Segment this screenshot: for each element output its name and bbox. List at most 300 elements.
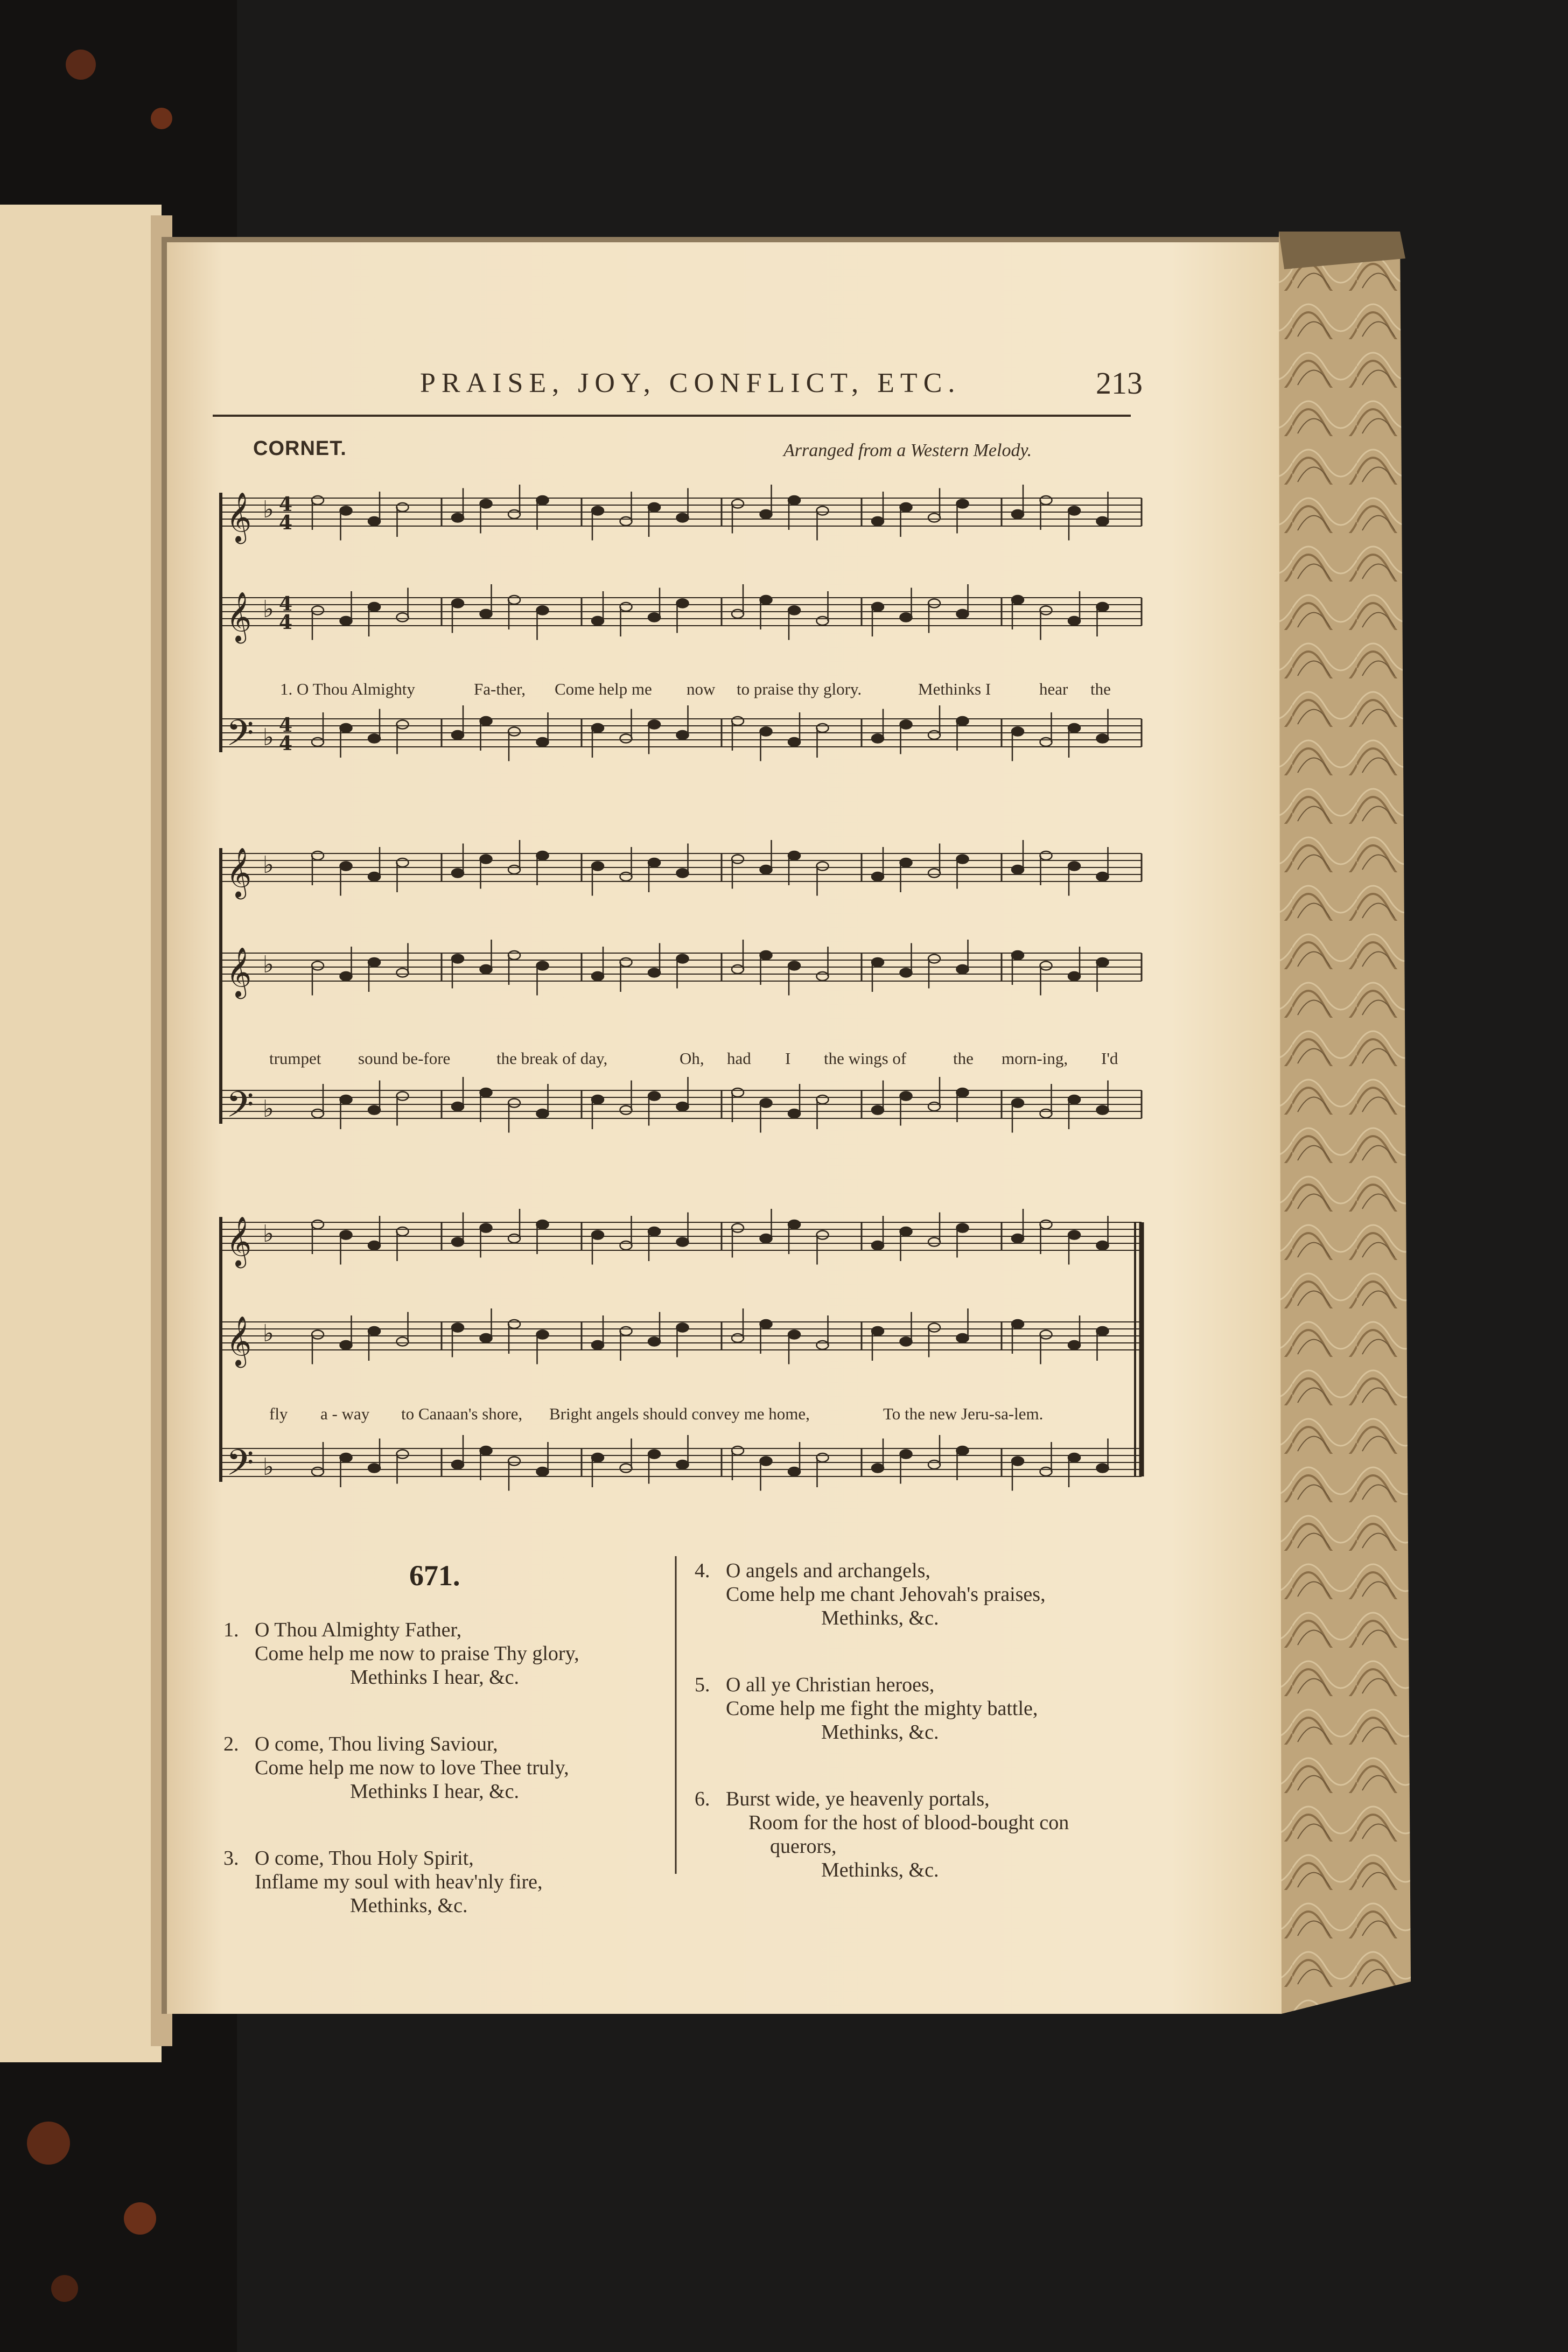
note-head [1040,738,1052,746]
note-head [592,862,604,871]
note-head [677,599,689,608]
note-head [452,599,464,608]
note-head [928,731,940,739]
note-head [1068,862,1080,871]
note-head [817,507,829,515]
note-head [648,1092,660,1101]
note-head [1040,1467,1052,1476]
arranger-credit: Arranged from a Western Melody. [783,440,1032,460]
note-head [732,855,744,864]
note-head [312,738,324,746]
lyric: fly [269,1404,288,1423]
note-head [537,851,549,860]
note-head [368,1106,380,1115]
note-head [788,962,800,970]
verse [223,1618,579,1689]
note-head [312,1220,324,1229]
verse-line: Methinks, &c. [821,1859,939,1881]
note-head [760,951,772,960]
lyric: the break of day, [496,1049,608,1068]
note-head [1012,865,1024,874]
note-head [817,1341,829,1349]
lyric: the [953,1049,974,1068]
verse-line: Come help me chant Jehovah's praises, [726,1583,1046,1606]
note-head [312,962,324,970]
note-head [620,603,632,611]
note-head [340,1095,352,1104]
lyric: I [785,1049,791,1068]
note-head [732,717,744,725]
bass-clef: 𝄢 [226,1442,254,1492]
lyric: the wings of [824,1049,907,1068]
verse [223,1732,579,1803]
verse-line: O angels and archangels, [726,1559,930,1582]
note-head [677,1238,689,1247]
note-head [900,969,912,977]
note-head [397,503,409,512]
lyric: Fa-ther, [474,680,526,698]
lyric: To the new Jeru-sa-lem. [883,1404,1044,1423]
note-head [872,517,884,526]
verse-line: Come help me fight the mighty battle, [726,1697,1038,1720]
note-head [760,1234,772,1243]
page-number: 213 [1096,366,1143,401]
key-signature-flat: ♭ [263,951,274,978]
note-head [900,720,912,729]
part-label: CORNET. [253,437,347,460]
note-head [928,599,940,608]
note-head [872,1464,884,1473]
lyric: Oh, [680,1049,704,1068]
note-head [648,858,660,867]
time-signature: 4 [279,714,293,737]
note-head [817,972,829,981]
verse-line: O come, Thou Holy Spirit, [255,1847,474,1870]
note-head [368,1241,380,1250]
verse-line: O come, Thou living Saviour, [255,1733,498,1755]
note-head [677,1324,689,1332]
verse-line: Come help me now to love Thee truly, [255,1756,569,1779]
note-head [312,1109,324,1118]
note-head [508,596,520,604]
treble-clef: 𝄞 [226,1216,252,1266]
note-head [957,1334,969,1342]
note-head [1068,617,1080,625]
note-head [508,865,520,874]
note-head [900,1227,912,1236]
note-head [732,1224,744,1233]
note-head [620,958,632,967]
verse-number: 5. [695,1674,710,1696]
note-head [872,872,884,881]
note-head [537,962,549,970]
note-head [788,496,800,505]
note-head [677,514,689,522]
note-head [1040,606,1052,615]
note-head [957,855,969,864]
note-head [760,1320,772,1328]
note-head [368,958,380,967]
note-head [788,851,800,860]
note-head [788,738,800,746]
lyric: the [1090,680,1111,698]
verse [223,1846,579,1917]
lyric: Come help me [555,680,652,698]
note-head [592,617,604,625]
note-head [732,610,744,618]
note-head [397,1450,409,1459]
treble-clef: 𝄞 [226,847,252,897]
note-head [368,603,380,611]
key-signature-flat: ♭ [263,1220,274,1248]
note-head [1012,727,1024,736]
note-head [592,1453,604,1462]
note-head [900,503,912,512]
note-head [397,1092,409,1101]
note-head [1012,596,1024,604]
note-head [452,1460,464,1469]
treble-clef: 𝄞 [226,492,252,542]
note-head [900,858,912,867]
key-signature-flat: ♭ [263,1320,274,1347]
time-signature: 4 [279,611,293,634]
note-head [397,858,409,867]
bass-clef: 𝄢 [226,1084,254,1134]
verse-line: querors, [770,1835,837,1858]
verse-line: Come help me now to praise Thy glory, [255,1642,579,1665]
note-head [1097,1327,1109,1335]
note-head [928,1102,940,1111]
key-signature-flat: ♭ [263,851,274,879]
note-head [537,1109,549,1118]
note-head [620,1241,632,1250]
note-head [480,1224,492,1233]
note-head [340,507,352,515]
note-head [872,1241,884,1250]
note-head [452,1238,464,1247]
note-head [957,717,969,725]
note-head [957,1088,969,1097]
note-head [732,1088,744,1097]
lyric: now [687,680,716,698]
verse [695,1559,1069,1630]
note-head [1068,507,1080,515]
note-head [957,610,969,618]
treble-clef: 𝄞 [226,1315,252,1366]
note-head [1040,962,1052,970]
note-head [1097,1464,1109,1473]
note-head [397,1227,409,1236]
note-head [592,1341,604,1349]
note-head [788,1220,800,1229]
note-head [508,1234,520,1243]
note-head [397,969,409,977]
note-head [452,1324,464,1332]
note-head [1012,1457,1024,1466]
time-signature: 4 [279,493,293,516]
note-head [620,734,632,743]
note-head [900,1338,912,1346]
note-head [508,727,520,736]
note-head [480,500,492,508]
note-head [508,1457,520,1466]
note-head [1040,1220,1052,1229]
note-head [817,724,829,732]
note-head [732,1446,744,1455]
note-head [1097,1241,1109,1250]
note-head [397,1338,409,1346]
note-head [1040,851,1052,860]
note-head [1097,1106,1109,1115]
note-head [648,1338,660,1346]
note-head [872,1327,884,1335]
note-head [368,1327,380,1335]
note-head [340,1341,352,1349]
verse-line: Inflame my soul with heav'nly fire, [255,1871,543,1893]
note-head [1012,951,1024,960]
note-head [957,500,969,508]
verse-line: Methinks, &c. [821,1721,939,1744]
note-head [760,1099,772,1108]
note-head [1068,1095,1080,1104]
note-head [788,1109,800,1118]
note-head [1040,1109,1052,1118]
note-head [760,596,772,604]
note-head [928,1324,940,1332]
note-head [1012,1099,1024,1108]
key-signature-flat: ♭ [263,724,274,751]
note-head [1012,1234,1024,1243]
note-head [480,610,492,618]
note-head [1012,1320,1024,1328]
note-head [368,872,380,881]
note-head [1097,958,1109,967]
note-head [452,869,464,878]
note-head [508,510,520,519]
note-head [592,972,604,981]
note-head [1068,972,1080,981]
note-head [452,514,464,522]
note-head [312,496,324,505]
note-head [817,617,829,625]
note-head [760,1457,772,1466]
verse-line: Methinks I hear, &c. [350,1780,520,1803]
note-head [620,517,632,526]
lyric: Bright angels should convey me home, [549,1404,810,1423]
hymn-number: 671. [409,1559,460,1592]
note-head [788,606,800,615]
note-head [817,1095,829,1104]
lyric: to praise thy glory. [737,680,862,698]
note-head [928,869,940,878]
note-head [340,617,352,625]
note-head [312,851,324,860]
time-signature: 4 [279,732,293,755]
note-head [817,1453,829,1462]
note-head [732,500,744,508]
note-head [1097,603,1109,611]
note-head [648,613,660,622]
key-signature-flat: ♭ [263,596,274,623]
note-head [397,613,409,622]
note-head [537,1467,549,1476]
note-head [788,1331,800,1339]
note-head [312,1467,324,1476]
note-head [537,606,549,615]
note-head [648,503,660,512]
verse-line: O Thou Almighty Father, [255,1619,462,1641]
verse-number: 3. [223,1847,239,1870]
note-head [900,1450,912,1459]
note-head [648,1227,660,1236]
note-head [480,1088,492,1097]
note-head [537,1220,549,1229]
key-signature-flat: ♭ [263,1095,274,1123]
lyric: Methinks I [918,680,991,698]
note-head [480,965,492,974]
note-head [648,1450,660,1459]
lyric: sound be-fore [358,1049,451,1068]
note-head [1068,1341,1080,1349]
note-head [648,969,660,977]
note-head [1068,724,1080,732]
note-head [368,1464,380,1473]
lyric: 1. O Thou Almighty [280,680,415,698]
verse-line: O all ye Christian heroes, [726,1674,935,1696]
note-head [452,731,464,739]
note-head [592,507,604,515]
note-head [480,717,492,725]
note-head [760,865,772,874]
verse [695,1673,1069,1744]
time-signature: 4 [279,512,293,534]
note-head [480,1334,492,1342]
note-head [452,1102,464,1111]
note-head [1040,496,1052,505]
time-signature: 4 [279,593,293,615]
note-head [397,720,409,729]
note-head [760,510,772,519]
verses-right-column [695,1559,1069,1925]
lyric: I'd [1101,1049,1118,1068]
note-head [368,734,380,743]
note-head [957,1446,969,1455]
note-head [312,606,324,615]
note-head [872,734,884,743]
note-head [817,862,829,871]
lyric: to Canaan's shore, [401,1404,523,1423]
note-head [312,1331,324,1339]
key-signature-flat: ♭ [263,1453,274,1481]
note-head [677,1102,689,1111]
note-head [928,1460,940,1469]
lyric: hear [1039,680,1068,698]
note-head [928,1238,940,1247]
note-head [900,1092,912,1101]
verses-left-column [223,1618,579,1961]
key-signature-flat: ♭ [263,496,274,523]
verse-number: 4. [695,1559,710,1582]
note-head [340,862,352,871]
note-head [592,1095,604,1104]
note-head [817,1231,829,1240]
note-head [368,517,380,526]
note-head [677,1460,689,1469]
note-head [1012,510,1024,519]
note-head [677,955,689,963]
note-head [1097,517,1109,526]
note-head [452,955,464,963]
note-head [340,972,352,981]
note-head [1097,734,1109,743]
note-head [957,965,969,974]
bass-clef: 𝄢 [226,712,254,762]
note-head [592,724,604,732]
note-head [620,1464,632,1473]
note-head [900,613,912,622]
note-head [872,958,884,967]
note-head [537,738,549,746]
verse-line: Methinks I hear, &c. [350,1666,520,1689]
note-head [928,955,940,963]
note-head [537,1331,549,1339]
lyric: had [727,1049,751,1068]
note-head [957,1224,969,1233]
note-head [732,965,744,974]
note-head [620,1106,632,1115]
lyric: a - way [320,1404,370,1423]
note-head [760,727,772,736]
lyric: trumpet [269,1049,321,1068]
verse-line: Burst wide, ye heavenly portals, [726,1788,990,1810]
note-head [788,1467,800,1476]
note-head [508,951,520,960]
verse-line: Methinks, &c. [821,1607,939,1629]
note-head [872,1106,884,1115]
note-head [872,603,884,611]
note-head [480,855,492,864]
note-head [592,1231,604,1240]
note-head [1040,1331,1052,1339]
note-head [928,514,940,522]
note-head [620,1327,632,1335]
note-head [1097,872,1109,881]
treble-clef: 𝄞 [226,591,252,641]
note-head [677,731,689,739]
note-head [340,1231,352,1240]
lyric: morn-ing, [1002,1049,1068,1068]
note-head [677,869,689,878]
note-head [340,724,352,732]
note-head [1068,1453,1080,1462]
running-head: PRAISE, JOY, CONFLICT, ETC. [420,368,961,398]
verse-number: 1. [223,1619,239,1641]
verse-number: 6. [695,1788,710,1810]
note-head [340,1453,352,1462]
note-head [508,1099,520,1108]
note-head [480,1446,492,1455]
note-head [508,1320,520,1328]
note-head [732,1334,744,1342]
note-head [620,872,632,881]
treble-clef: 𝄞 [226,947,252,997]
note-head [1068,1231,1080,1240]
verse-number: 2. [223,1733,239,1755]
verse-line: Room for the host of blood-bought con [748,1811,1069,1834]
note-head [537,496,549,505]
note-head [648,720,660,729]
verse-line: Methinks, &c. [350,1894,468,1917]
